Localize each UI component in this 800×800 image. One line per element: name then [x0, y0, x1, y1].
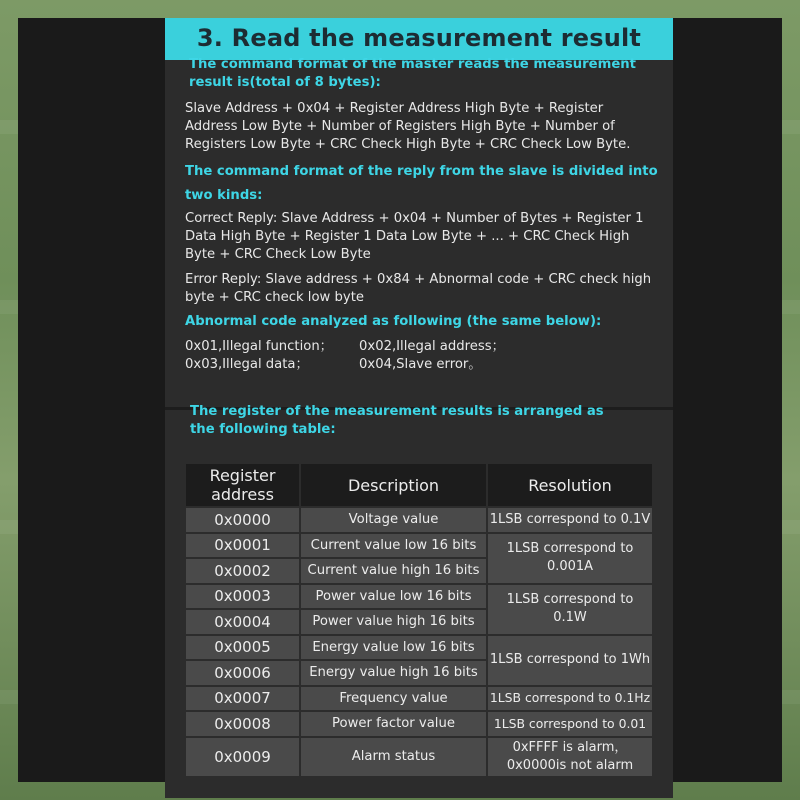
column-header: Resolution [487, 463, 653, 507]
reply-format-heading: The command format of the reply from the slave is divided into two kinds: [185, 164, 658, 203]
register-table-heading: The register of the measurement results is arranged as the following table: [190, 404, 604, 437]
table-row [185, 737, 653, 777]
master-command-heading: The command format of the master reads the measurement result is(total of 8 bytes): [189, 57, 636, 90]
register-description: Power value low 16 bits [300, 584, 487, 610]
column-header: Description [300, 463, 487, 507]
title-bar [165, 18, 673, 60]
table-row [185, 533, 653, 559]
table-row [185, 711, 653, 737]
abnormal-code-heading: Abnormal code analyzed as following (the same below): [185, 314, 602, 329]
abnormal-code-item: 0x01,Illegal function； [185, 339, 333, 354]
register-resolution: 1LSB correspond to 0.1W [487, 584, 653, 635]
register-address: 0x0004 [185, 609, 300, 635]
image-frame [18, 18, 782, 782]
table-header-row [185, 463, 653, 507]
abnormal-code-item: 0x02,Illegal address； [359, 339, 505, 354]
register-description: Frequency value [300, 686, 487, 712]
manual-panel [165, 18, 673, 798]
register-address: 0x0000 [185, 507, 300, 533]
register-address: 0x0002 [185, 558, 300, 584]
section-title: 3. Read the measurement result [196, 24, 642, 52]
table-row [185, 507, 653, 533]
table-row [185, 635, 653, 661]
error-reply-text: Error Reply: Slave address + 0x84 + Abnormal code + CRC check high byte + CRC check low byte [185, 272, 652, 305]
register-resolution: 1LSB correspond to 0.1V [487, 507, 653, 533]
column-header: Register address [185, 463, 300, 507]
register-description: Power value high 16 bits [300, 609, 487, 635]
table-row [185, 686, 653, 712]
register-table [184, 462, 654, 778]
register-address: 0x0005 [185, 635, 300, 661]
register-description: Current value high 16 bits [300, 558, 487, 584]
register-description: Alarm status [300, 737, 487, 777]
register-description: Voltage value [300, 507, 487, 533]
register-description: Energy value high 16 bits [300, 660, 487, 686]
register-address: 0x0003 [185, 584, 300, 610]
register-address: 0x0007 [185, 686, 300, 712]
register-resolution: 1LSB correspond to 1Wh [487, 635, 653, 686]
register-address: 0x0006 [185, 660, 300, 686]
register-description: Energy value low 16 bits [300, 635, 487, 661]
register-address: 0x0001 [185, 533, 300, 559]
master-command-format: Slave Address + 0x04 + Register Address High Byte + Register Address Low Byte + Number of Registers High Byte + Number of Registers Low Byte + CRC Check High Byte + CRC Check Low Byte. [185, 101, 631, 152]
register-description: Power factor value [300, 711, 487, 737]
register-resolution: 1LSB correspond to 0.001A [487, 533, 653, 584]
abnormal-code-item: 0x03,Illegal data； [185, 357, 309, 372]
register-description: Current value low 16 bits [300, 533, 487, 559]
abnormal-code-item: 0x04,Slave error。 [359, 357, 482, 372]
correct-reply-text: Correct Reply: Slave Address + 0x04 + Number of Bytes + Register 1 Data High Byte + Register 1 Data Low Byte + ... + CRC Check High Byte + CRC Check Low Byte [185, 211, 644, 262]
table-row [185, 584, 653, 610]
register-address: 0x0008 [185, 711, 300, 737]
register-resolution: 1LSB correspond to 0.01 [487, 711, 653, 737]
register-address: 0x0009 [185, 737, 300, 777]
register-resolution: 0xFFFF is alarm， 0x0000is not alarm [487, 737, 653, 777]
register-resolution: 1LSB correspond to 0.1Hz [487, 686, 653, 712]
